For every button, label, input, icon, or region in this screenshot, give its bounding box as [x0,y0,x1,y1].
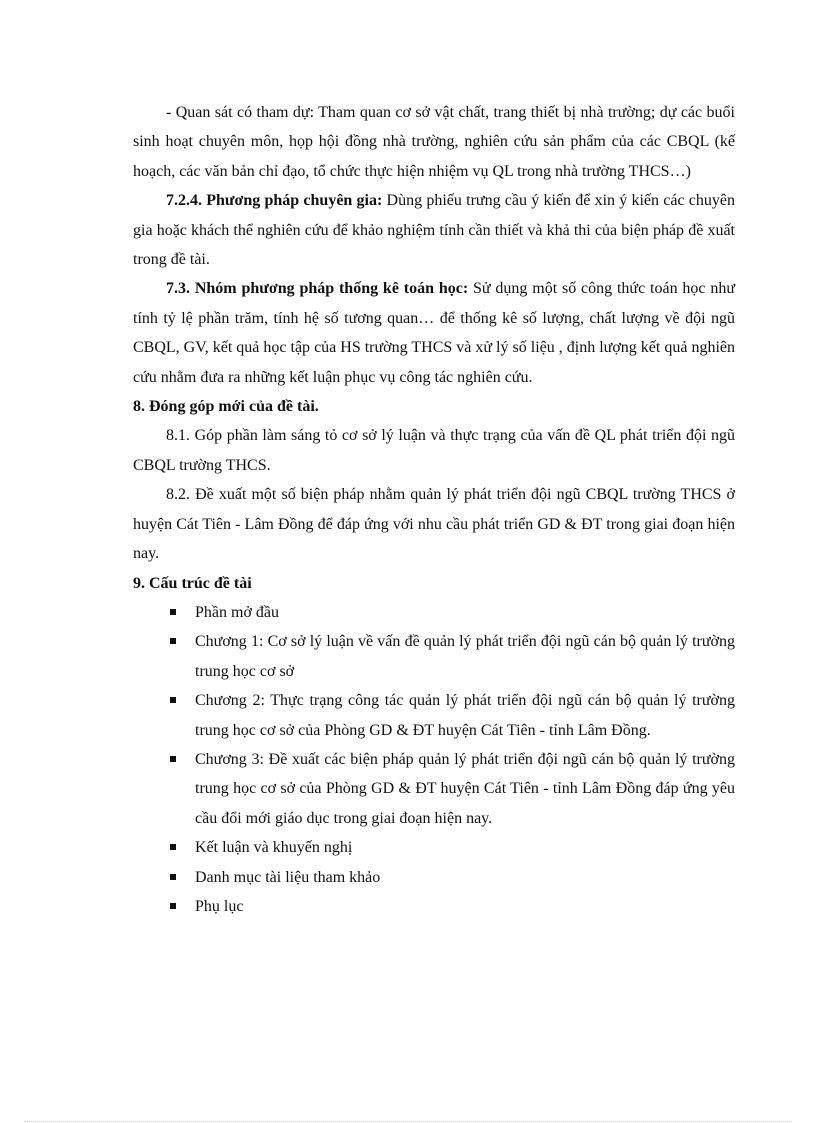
expert-method-paragraph [133,186,735,274]
list-item [133,863,735,892]
list-item-text: Chương 2: Thực trạng công tác quản lý phát triển đội ngũ cán bộ quản lý trường trung học cơ sở của Phòng GD & ĐT huyện Cát Tiên - tỉnh Lâm Đồng. [195,692,735,739]
section-8-heading: 8. Đóng góp mới của đề tài. [133,398,319,416]
section-8-item-2: 8.2. Đề xuất một số biện pháp nhằm quản lý phát triển đội ngũ CBQL trường THCS ở huyện Cát Tiên - Lâm Đồng để đáp ứng với nhu cầu phát triển GD & ĐT trong giai đoạn hiện nay. [133,486,735,563]
statistics-method-paragraph [133,274,735,392]
square-bullet-icon [170,874,176,880]
square-bullet-icon [170,844,176,850]
list-item [133,627,735,686]
list-item [133,833,735,862]
list-item-text: Danh mục tài liệu tham khảo [195,868,381,886]
expert-method-text: Dùng phiếu trưng cầu ý kiến để xin ý kiến các chuyên gia hoặc khách thể nghiên cứu để khảo nghiệm tính cần thiết và khả thi của biện pháp đề xuất trong đề tài. [133,192,735,269]
document-body [133,98,735,921]
list-item-text: Phần mở đầu [195,603,280,621]
list-item-text: Chương 3: Đề xuất các biện pháp quản lý phát triển đội ngũ cán bộ quản lý trường trung học cơ sở của Phòng GD & ĐT huyện Cát Tiên - tỉnh Lâm Đồng đáp ứng yêu cầu đổi mới giáo dục trong giai đoạn hiện nay. [195,750,735,827]
square-bullet-icon [170,756,176,762]
list-item [133,745,735,833]
list-item [133,598,735,627]
structure-list [133,598,735,921]
section-9-heading: 9. Cấu trúc đề tài [133,574,252,592]
section-8-item-1: 8.1. Góp phần làm sáng tỏ cơ sở lý luận và thực trạng của vấn đề QL phát triển đội ngũ CBQL trường THCS. [133,427,735,474]
list-item-text: Chương 1: Cơ sở lý luận về vấn đề quản lý phát triển đội ngũ cán bộ quản lý trường trung học cơ sở [195,633,735,680]
square-bullet-icon [170,609,176,615]
observation-paragraph: - Quan sát có tham dự: Tham quan cơ sở vật chất, trang thiết bị nhà trường; dự các buổi sinh hoạt chuyên môn, họp hội đồng nhà trường, nghiên cứu sản phẩm của các CBQL (kế hoạch, các văn bản chỉ đạo, tổ chức thực hiện nhiệm vụ QL trong nhà trường THCS…) [133,104,735,180]
square-bullet-icon [170,697,176,703]
list-item-text: Phụ lục [195,897,244,915]
square-bullet-icon [170,638,176,644]
list-item-text: Kết luận và khuyến nghị [195,839,353,857]
expert-method-title: 7.2.4. Phương pháp chuyên gia: [166,192,383,210]
list-item [133,686,735,745]
statistics-method-text: Sử dụng một số công thức toán học như tính tỷ lệ phần trăm, tính hệ số tương quan… để thống kê số lượng, chất lượng về đội ngũ CBQL, GV, kết quả học tập của HS trường THCS và xử lý số liệu , định lượng kết quả nghiên cứu nhằm đưa ra những kết luận phục vụ công tác nghiên cứu. [133,280,736,386]
statistics-method-title: 7.3. Nhóm phương pháp thống kê toán học: [166,280,469,298]
page-bottom-divider [24,1121,792,1122]
list-item [133,892,735,921]
square-bullet-icon [170,903,176,909]
